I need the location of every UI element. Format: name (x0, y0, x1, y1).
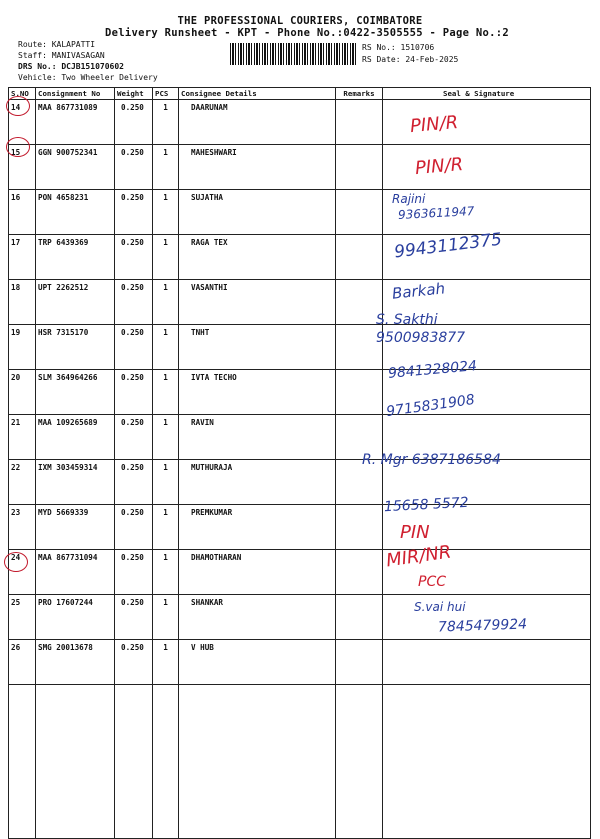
cell-consignment-no: TRP 6439369 (36, 235, 115, 280)
table-blank-row (9, 685, 591, 839)
signature-21: 9715831908 (385, 391, 476, 421)
signature-14: PIN/R (409, 111, 460, 138)
table-row (9, 415, 591, 460)
route-label: Route: KALAPATTI (18, 40, 96, 49)
cell-consignee: V HUB (179, 640, 336, 685)
cell-consignee: DAARUNAM (179, 100, 336, 145)
cell-sno: 26 (9, 640, 36, 685)
table-row (9, 505, 591, 550)
signature-26-phone: 7845479924 (437, 616, 528, 636)
cell-remarks (336, 640, 383, 685)
table-row (9, 100, 591, 145)
circle-mark-25 (4, 552, 28, 572)
cell-consignment-no: MAA 867731094 (36, 550, 115, 595)
cell-sno: 25 (9, 595, 36, 640)
cell-pcs: 1 (153, 505, 179, 550)
cell-weight: 0.250 (115, 280, 153, 325)
cell-pcs: 1 (153, 640, 179, 685)
cell-weight: 0.250 (115, 190, 153, 235)
table-header-row (9, 88, 591, 100)
signature-25-sub: PCC (418, 574, 446, 590)
table-row (9, 235, 591, 280)
circle-mark-15 (6, 137, 30, 157)
rs-number: RS No.: 1510706 (362, 43, 435, 52)
table-row (9, 640, 591, 685)
cell-pcs: 1 (153, 235, 179, 280)
table-row (9, 190, 591, 235)
cell-consignment-no: SMG 20013678 (36, 640, 115, 685)
table-row (9, 325, 591, 370)
staff-label: Staff: MANIVASAGAN (18, 51, 105, 60)
signature-17: 9943112375 (393, 229, 503, 263)
signature-23: 15658 5572 (383, 494, 469, 516)
cell-remarks (336, 145, 383, 190)
cell-sno: 18 (9, 280, 36, 325)
cell-remarks (336, 595, 383, 640)
blank-cell (153, 685, 179, 839)
blank-cell (336, 685, 383, 839)
cell-remarks (336, 505, 383, 550)
table-row (9, 280, 591, 325)
signature-24: PIN (400, 522, 430, 543)
cell-weight: 0.250 (115, 460, 153, 505)
cell-sno: 15 (9, 145, 36, 190)
cell-consignment-no: IXM 303459314 (36, 460, 115, 505)
cell-sno: 17 (9, 235, 36, 280)
col-consignment: Consignment No (36, 88, 115, 100)
table-row (9, 145, 591, 190)
cell-pcs: 1 (153, 100, 179, 145)
cell-consignee: MUTHURAJA (179, 460, 336, 505)
cell-sno: 23 (9, 505, 36, 550)
signature-16-phone: 9363611947 (397, 204, 475, 222)
cell-consignee: SHANKAR (179, 595, 336, 640)
cell-consignee: VASANTHI (179, 280, 336, 325)
document-subtitle: Delivery Runsheet - KPT - Phone No.:0422-3505555 - Page No.:2 (105, 27, 509, 39)
cell-sno: 14 (9, 100, 36, 145)
cell-consignee: RAVIN (179, 415, 336, 460)
cell-sno: 19 (9, 325, 36, 370)
cell-weight: 0.250 (115, 370, 153, 415)
cell-consignee: DHAMOTHARAN (179, 550, 336, 595)
cell-weight: 0.250 (115, 550, 153, 595)
cell-weight: 0.250 (115, 595, 153, 640)
blank-cell (36, 685, 115, 839)
signature-15: PIN/R (414, 153, 465, 180)
cell-signature (383, 145, 591, 190)
cell-weight: 0.250 (115, 505, 153, 550)
cell-remarks (336, 190, 383, 235)
cell-remarks (336, 100, 383, 145)
blank-cell (115, 685, 153, 839)
table-row (9, 460, 591, 505)
cell-consignment-no: SLM 364964266 (36, 370, 115, 415)
col-pcs: PCS (153, 88, 179, 100)
cell-pcs: 1 (153, 145, 179, 190)
cell-signature (383, 640, 591, 685)
cell-consignment-no: UPT 2262512 (36, 280, 115, 325)
cell-sno: 21 (9, 415, 36, 460)
runsheet-table (8, 87, 591, 839)
cell-consignee: PREMKUMAR (179, 505, 336, 550)
cell-remarks (336, 235, 383, 280)
signature-25-main: MIR/NR (384, 541, 453, 572)
signature-18: Barkah (391, 279, 446, 303)
cell-weight: 0.250 (115, 235, 153, 280)
vehicle-label: Vehicle: Two Wheeler Delivery (18, 73, 158, 82)
drs-label: DRS No.: DCJB151070602 (18, 62, 124, 71)
cell-consignee: SUJATHA (179, 190, 336, 235)
blank-cell (9, 685, 36, 839)
cell-pcs: 1 (153, 460, 179, 505)
cell-sno: 24 (9, 550, 36, 595)
signature-22: R. Mgr 6387186584 (362, 452, 501, 468)
circle-mark-14 (6, 96, 30, 116)
cell-consignment-no: GGN 900752341 (36, 145, 115, 190)
cell-weight: 0.250 (115, 325, 153, 370)
col-consignee: Consignee Details (179, 88, 336, 100)
cell-consignment-no: MYD 5669339 (36, 505, 115, 550)
col-signature: Seal & Signature (383, 88, 591, 100)
cell-weight: 0.250 (115, 145, 153, 190)
cell-remarks (336, 370, 383, 415)
cell-consignee: TNHT (179, 325, 336, 370)
cell-sno: 16 (9, 190, 36, 235)
table-row (9, 370, 591, 415)
cell-pcs: 1 (153, 595, 179, 640)
col-sno: S.NO (9, 88, 36, 100)
cell-consignee: IVTA TECHO (179, 370, 336, 415)
cell-consignment-no: MAA 109265689 (36, 415, 115, 460)
cell-pcs: 1 (153, 280, 179, 325)
barcode (230, 43, 358, 65)
signature-16-name: Rajini (392, 192, 426, 206)
signature-20: 9841328024 (387, 358, 478, 382)
col-remarks: Remarks (336, 88, 383, 100)
blank-cell (383, 685, 591, 839)
cell-consignment-no: MAA 867731089 (36, 100, 115, 145)
cell-consignee: MAHESHWARI (179, 145, 336, 190)
cell-pcs: 1 (153, 325, 179, 370)
table-row (9, 550, 591, 595)
blank-cell (179, 685, 336, 839)
signature-19-phone: 9500983877 (376, 330, 466, 346)
cell-pcs: 1 (153, 370, 179, 415)
document-title: THE PROFESSIONAL COURIERS, COIMBATORE (177, 15, 423, 27)
cell-weight: 0.250 (115, 415, 153, 460)
cell-pcs: 1 (153, 550, 179, 595)
col-weight: Weight (115, 88, 153, 100)
signature-19-name: S. Sakthi (376, 312, 438, 328)
cell-pcs: 1 (153, 190, 179, 235)
cell-consignee: RAGA TEX (179, 235, 336, 280)
cell-remarks (336, 550, 383, 595)
cell-pcs: 1 (153, 415, 179, 460)
cell-consignment-no: HSR 7315170 (36, 325, 115, 370)
signature-26-name: S.vai hui (414, 600, 466, 614)
cell-weight: 0.250 (115, 100, 153, 145)
rs-date: RS Date: 24-Feb-2025 (362, 55, 459, 64)
cell-consignment-no: PON 4658231 (36, 190, 115, 235)
cell-weight: 0.250 (115, 640, 153, 685)
cell-sno: 20 (9, 370, 36, 415)
cell-consignment-no: PRO 17607244 (36, 595, 115, 640)
cell-sno: 22 (9, 460, 36, 505)
